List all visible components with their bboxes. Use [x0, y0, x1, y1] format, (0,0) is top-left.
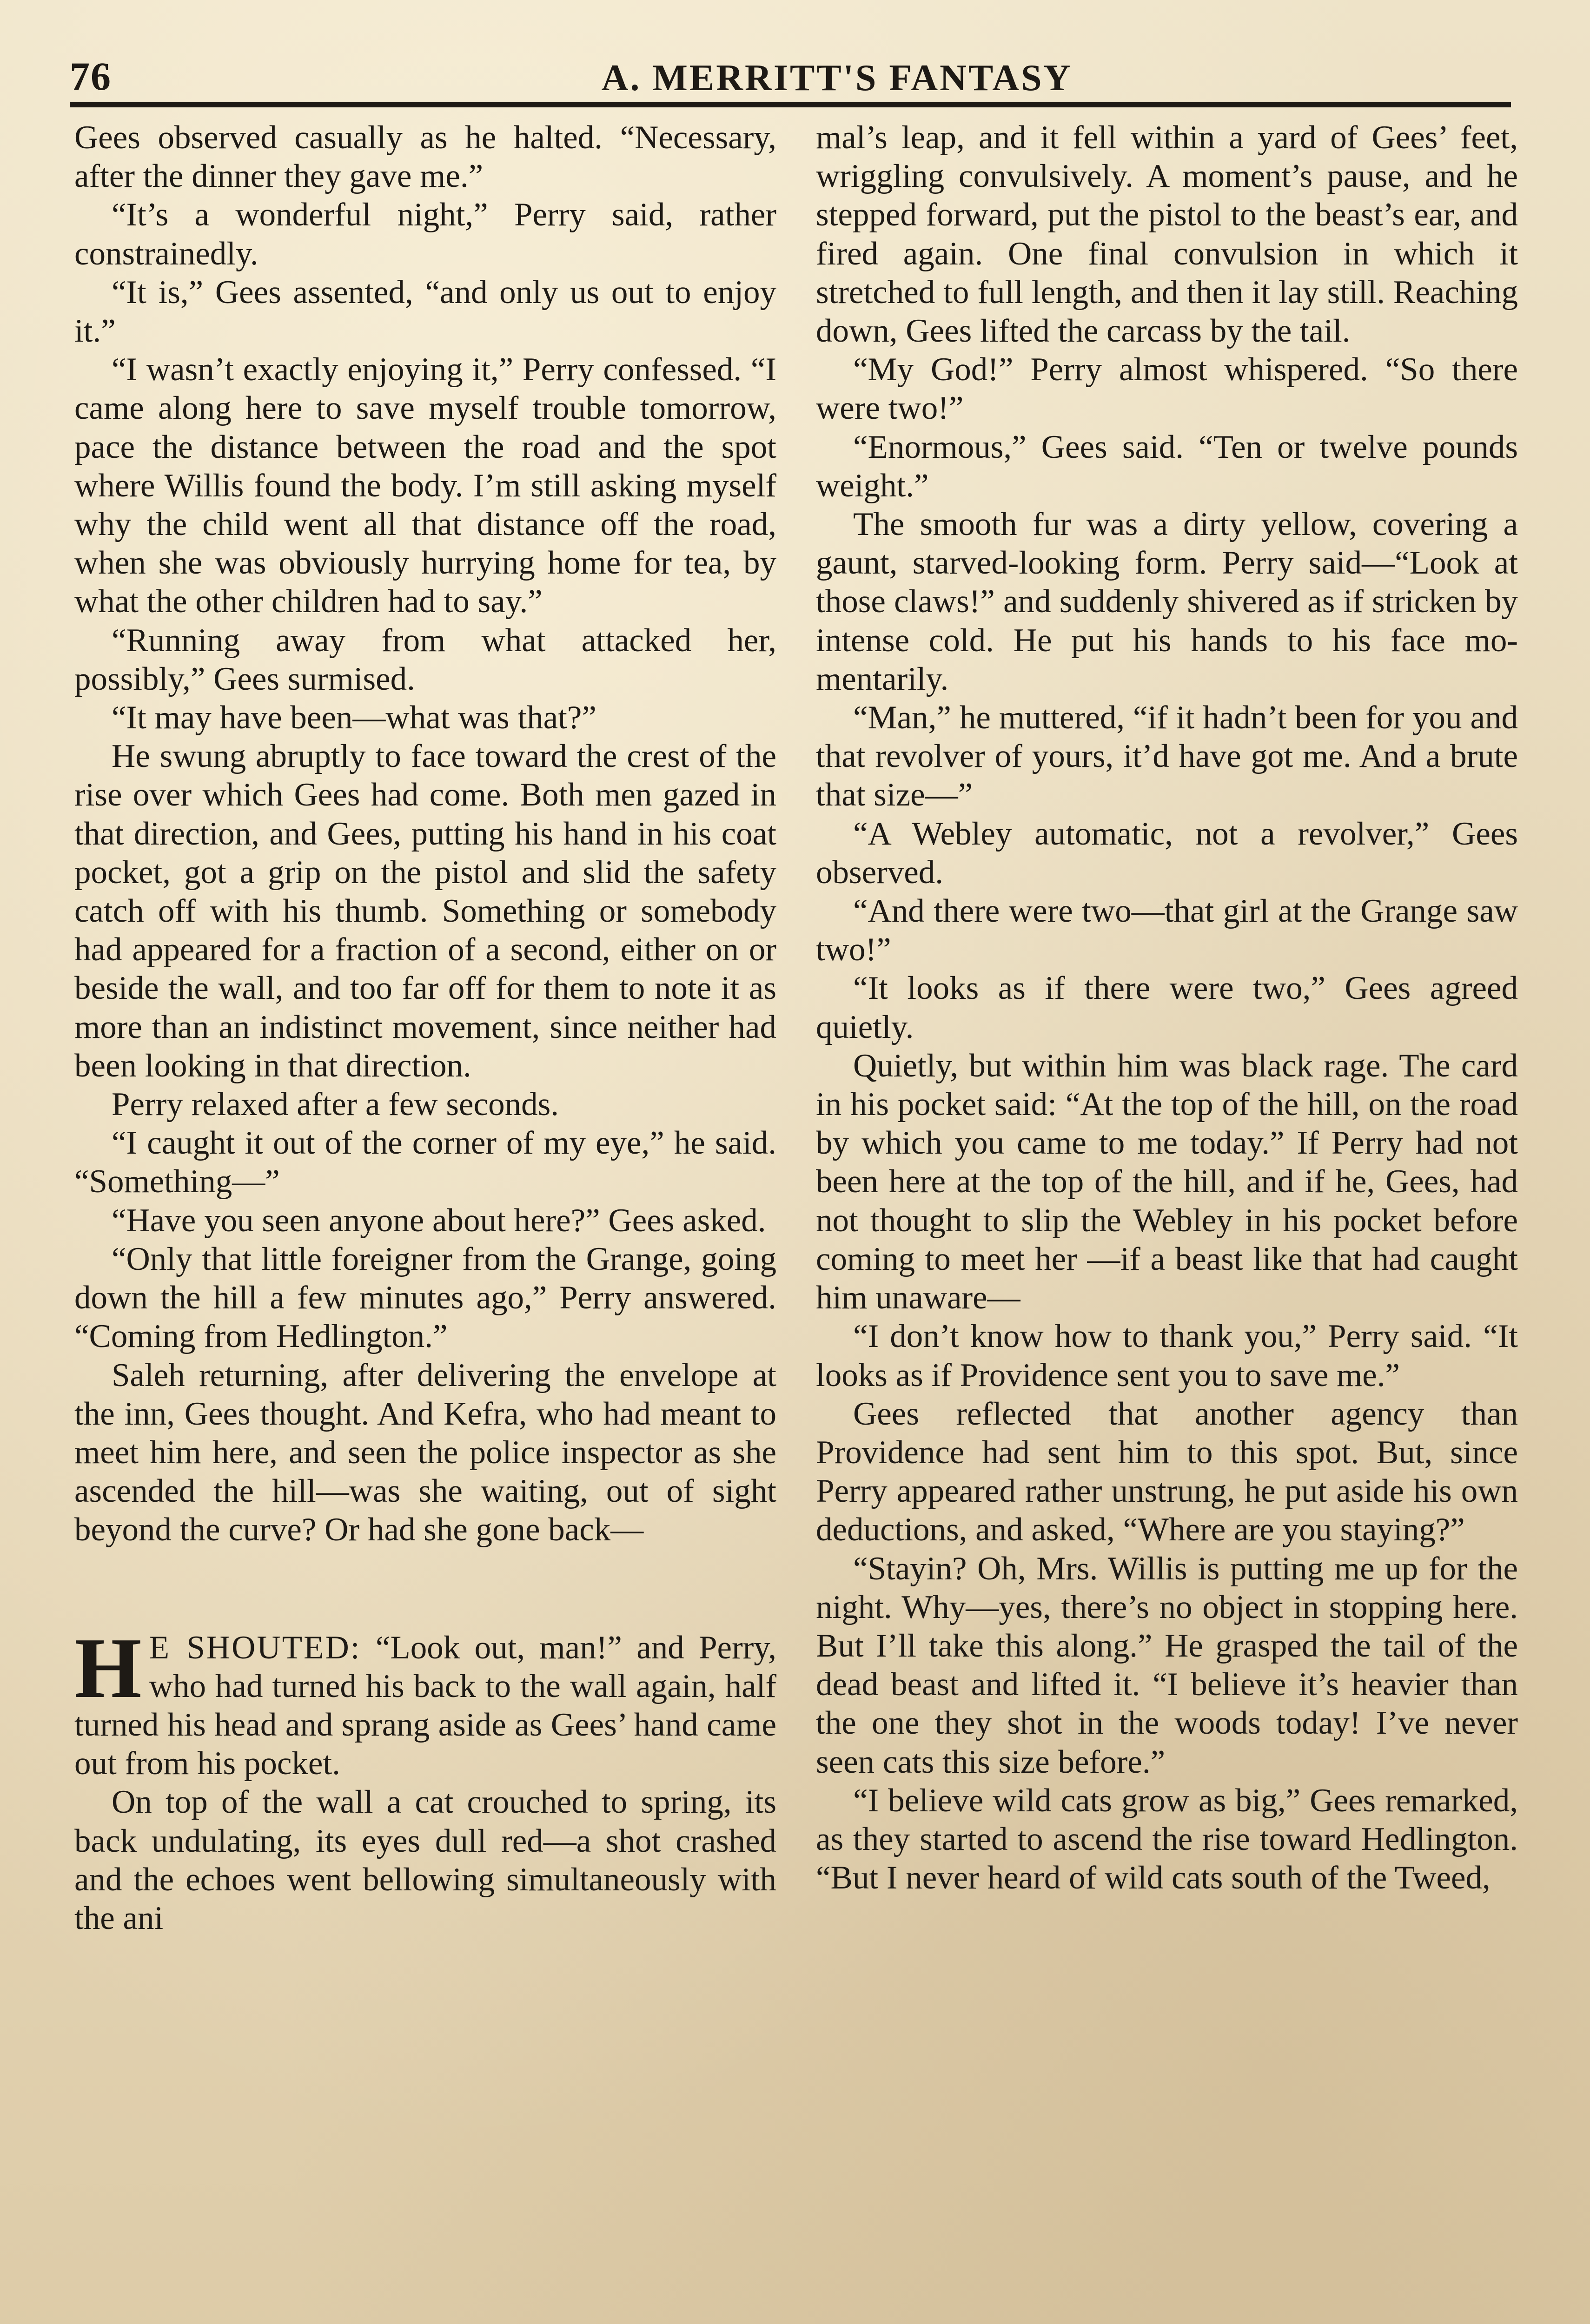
right-column: [816, 119, 1518, 1897]
paragraph: “I believe wild cats grow as big,” Gees remarked, as they started to ascend the rise toward Hedlington. “But I never heard of wild cats south of the Tweed,: [816, 1782, 1518, 1896]
paragraph: “It may have been—what was that?”: [112, 700, 596, 736]
drop-cap: H: [74, 1620, 142, 1716]
paragraph: mal’s leap, and it fell within a yard of Gees’ feet, wriggling convulsively. A moment’s pause, and he stepped forward, put the pistol to the beast’s ear, and fired again. One final convulsion in which it stretched to full length, and then it lay still. Reaching down, Gees lifted the carcass by the tail.: [816, 119, 1518, 350]
paragraph: “And there were two—that girl at the Grange saw two!”: [816, 893, 1518, 968]
paragraph: Perry relaxed after a few seconds.: [112, 1086, 559, 1123]
paragraph: “I wasn’t exactly enjoying it,” Perry confessed. “I came along here to save myself trouble tomorrow, pace the distance between the road and the spot where Willis found the body. I’m still asking myself why the child went all that distance off the road, when she was obviously hurrying home for tea, by what the other children had to say.”: [74, 351, 776, 620]
section-break: [74, 1550, 776, 1629]
paragraph: “Man,” he muttered, “if it hadn’t been for you and that revolver of yours, it’d have got me. And a brute that size—”: [816, 700, 1518, 813]
running-head: [70, 51, 1511, 107]
paragraph: The smooth fur was a dirty yellow, covering a gaunt, starved-looking form. Perry said—“Look at those claws!” and suddenly shivered as if stricken by intense cold. He put his hands to his face momentarily.: [816, 506, 1518, 697]
paragraph: “I don’t know how to thank you,” Perry said. “It looks as if Providence sent you to save me.”: [816, 1318, 1518, 1393]
paragraph: Quietly, but within him was black rage. The card in his pocket said: “At the top of the hill, on the road by which you came to me today.” If Perry had not been here at the top of the hill, and if he, Gees, had not thought to slip the Webley in his pocket before coming to meet her —if a beast like that had caught him unaware—: [816, 1047, 1518, 1316]
paragraph: “I caught it out of the corner of my eye,” he said. “Something—”: [74, 1125, 776, 1200]
left-column: [74, 119, 776, 1938]
paragraph: On top of the wall a cat crouched to spring, its back undulating, its eyes dull red—a shot crashed and the echoes went bellowing simultaneously with the ani: [74, 1784, 776, 1936]
dropcap-lead-in: E SHOUTED:: [149, 1629, 361, 1666]
paragraph: Saleh returning, after delivering the envelope at the inn, Gees thought. And Kefra, who had meant to meet him here, and seen the police inspector as she ascended the hill—was she waiting, out of sight beyond the curve? Or had she gone back—: [74, 1357, 776, 1548]
paragraph: Gees reflected that another agency than Providence had sent him to this spot. But, since Perry appeared rather unstrung, he put aside his own deductions, and asked, “Where are you staying?”: [816, 1395, 1518, 1548]
page-number: 76: [70, 54, 112, 99]
dropcap-paragraph-text: “Look out, man!” and Perry, who had turned his back to the wall again, half turned his head and sprang aside as Gees’ hand came out from his pocket.: [74, 1629, 777, 1782]
paragraph: He swung abruptly to face toward the crest of the rise over which Gees had come. Both men gazed in that direction, and Gees, putting his hand in his coat pocket, got a grip on the pistol and slid the safety catch off with his thumb. Something or somebody had appeared for a fraction of a second, either on or beside the wall, and too far off for them to note it as more than an indistinct movement, since neither had been looking in that direction.: [74, 738, 776, 1084]
paragraph: “A Webley automatic, not a revolver,” Gees observed.: [816, 815, 1518, 891]
paragraph: “Enormous,” Gees said. “Ten or twelve pounds weight.”: [816, 429, 1518, 504]
paragraph: “It’s a wonderful night,” Perry said, rather constrainedly.: [74, 197, 776, 272]
paragraph: Gees observed casually as he halted. “Necessary, after the dinner they gave me.”: [74, 119, 776, 195]
paragraph: “Only that little foreigner from the Grange, going down the hill a few minutes ago,” Perry answered. “Coming from Hedlington.”: [74, 1241, 776, 1355]
paragraph: “It looks as if there were two,” Gees agreed quietly.: [816, 970, 1518, 1045]
paragraph: “My God!” Perry almost whispered. “So there were two!”: [816, 351, 1518, 427]
paragraph: “Have you seen anyone about here?” Gees asked.: [112, 1202, 766, 1239]
paragraph: “Running away from what attacked her, possibly,” Gees surmised.: [74, 622, 776, 697]
dropcap-paragraph: [74, 1620, 777, 1783]
magazine-title: A. MERRITT'S FANTASY: [601, 58, 1073, 99]
paragraph: “Stayin? Oh, Mrs. Willis is putting me up for the night. Why—yes, there’s no object in stopping here. But I’ll take this along.” He grasped the tail of the dead beast and lifted it. “I believe it’s heavier than the one they shot in the woods today! I’ve never seen cats this size before.”: [816, 1550, 1518, 1780]
paragraph: “It is,” Gees assented, “and only us out to enjoy it.”: [74, 274, 776, 350]
